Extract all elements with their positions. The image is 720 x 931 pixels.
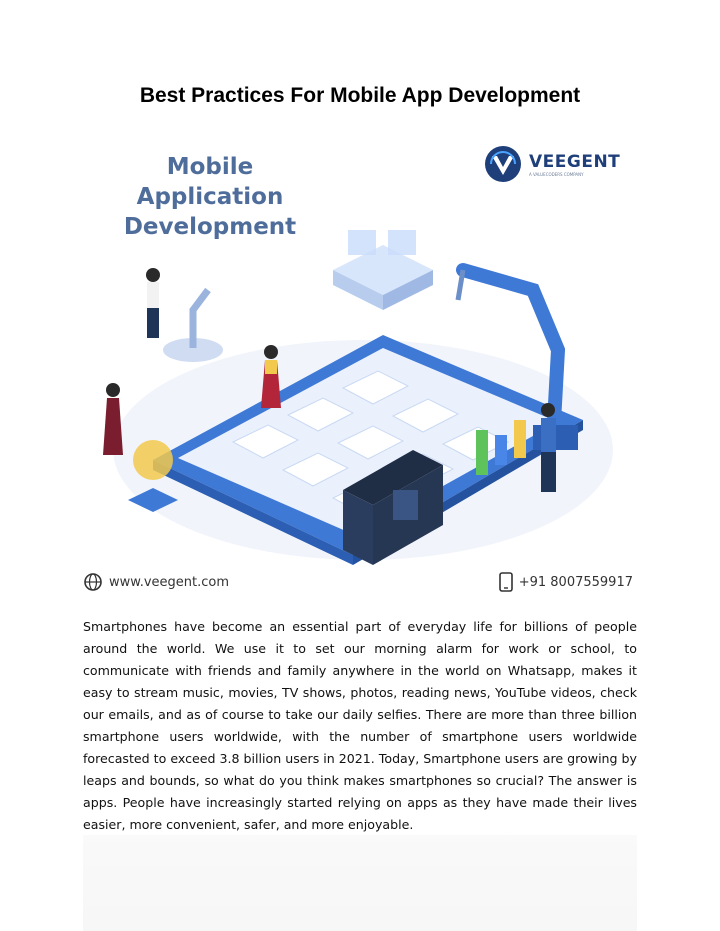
brand-logo-block [483,144,620,184]
hero-heading-line-2: Application [136,184,284,210]
hero-heading [115,152,305,242]
hero-heading-line-3: Development [123,214,297,240]
server-stack [333,230,433,310]
app-development-illustration [83,230,637,565]
brand-tagline: A VALUECODERS COMPANY [529,171,584,177]
hero-banner [83,130,637,600]
small-robot-arm [163,290,223,362]
website-contact[interactable] [83,572,229,592]
brand-name: VEEGENT [529,151,621,172]
intro-paragraph: Smartphones have become an essential part of everyday life for billions of people around the world. We use it to set our morning alarm for work or school, to communicate with friends and family anywhere in the world on Whatsapp, makes it easy to stream music, movies, TV shows, photos, reading news, YouTube videos, check our emails, and as of course to take our daily selfies. There are more than three billion smartphone users worldwide, with the number of smartphone users worldwide forecasted to exceed 3.8 billion users in 2021. Today, Smartphone users are growing by leaps and bounds, so what do you think makes smartphones so crucial? The answer is apps. People have increasingly started relying on apps as they have made their lives easier, more convenient, safer, and more enjoyable. [83,619,637,832]
contact-row [83,570,637,594]
hero-heading-line-1: Mobile [166,154,254,180]
phone-text: +91 8007559917 [518,574,633,590]
page-bottom-shade [83,835,637,931]
page-title: Best Practices For Mobile App Development [139,84,581,107]
veegent-logo [483,144,523,184]
phone-icon [499,572,513,592]
globe-icon [83,572,103,592]
phone-contact [499,572,633,592]
website-text[interactable]: www.veegent.com [109,574,230,590]
